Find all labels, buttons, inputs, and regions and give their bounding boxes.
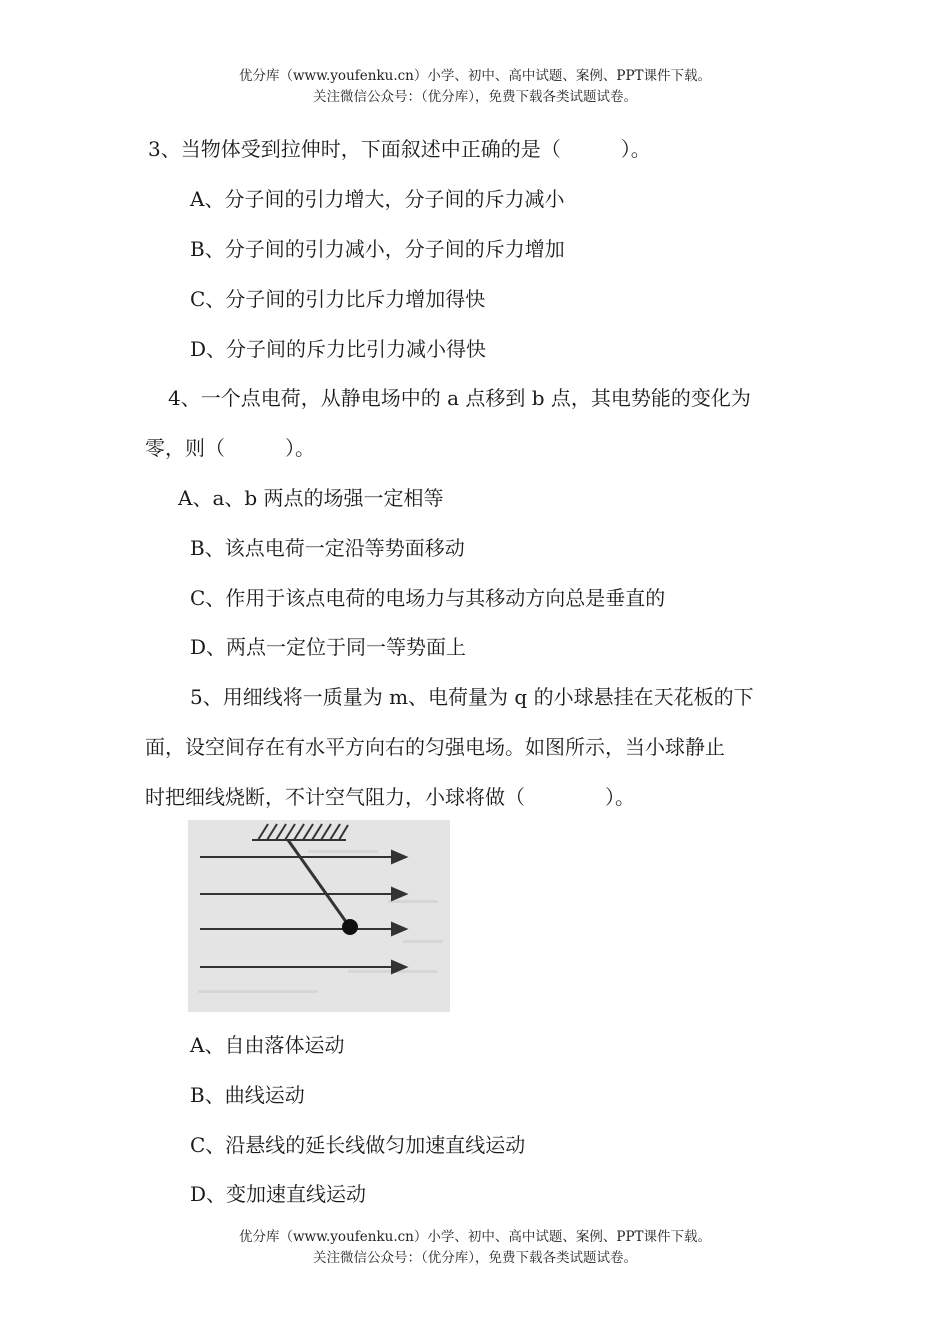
q4-option-c: C、作用于该点电荷的电场力与其移动方向总是垂直的 — [190, 586, 666, 610]
q4-stem-line-2: 零，则（ ）。 — [145, 436, 315, 460]
q5-option-c: C、沿悬线的延长线做匀加速直线运动 — [190, 1133, 526, 1157]
q4-option-d: D、两点一定位于同一等势面上 — [190, 635, 467, 659]
header-line-1: 优分库（www.youfenku.cn）小学、初中、高中试题、案例、PPT课件下载。 — [238, 68, 712, 84]
footer-line-1: 优分库（www.youfenku.cn）小学、初中、高中试题、案例、PPT课件下载。 — [238, 1229, 712, 1245]
q3-option-a: A、分子间的引力增大，分子间的斥力减小 — [190, 187, 565, 211]
header-line-2: 关注微信公众号：（优分库），免费下载各类试题试卷。 — [313, 89, 637, 105]
q5-stem-line-1: 5、用细线将一质量为 m、电荷量为 q 的小球悬挂在天花板的下 — [190, 685, 754, 709]
q3-option-c: C、分子间的引力比斥力增加得快 — [190, 287, 486, 311]
q4-stem-line-1: 4、一个点电荷，从静电场中的 a 点移到 b 点，其电势能的变化为 — [168, 386, 751, 410]
q3-option-b: B、分子间的引力减小，分子间的斥力增加 — [190, 237, 565, 261]
q5-option-b: B、曲线运动 — [190, 1083, 305, 1107]
q5-stem-line-3: 时把细线烧断，不计空气阻力，小球将做（ ）。 — [145, 785, 635, 809]
q5-stem-line-2: 面，设空间存在有水平方向右的匀强电场。如图所示，当小球静止 — [145, 735, 725, 759]
q5-option-a: A、自由落体运动 — [190, 1033, 345, 1057]
pendulum-field-figure — [188, 820, 450, 1012]
footer-line-2: 关注微信公众号：（优分库），免费下载各类试题试卷。 — [313, 1250, 637, 1266]
q4-option-a: A、a、b 两点的场强一定相等 — [178, 486, 444, 510]
q3-option-d: D、分子间的斥力比引力减小得快 — [190, 337, 487, 361]
charged-ball — [342, 919, 358, 935]
figure-background — [188, 820, 450, 1012]
q3-stem: 3、当物体受到拉伸时，下面叙述中正确的是（ ）。 — [148, 137, 651, 161]
q4-option-b: B、该点电荷一定沿等势面移动 — [190, 536, 465, 560]
q5-option-d: D、变加速直线运动 — [190, 1182, 367, 1206]
